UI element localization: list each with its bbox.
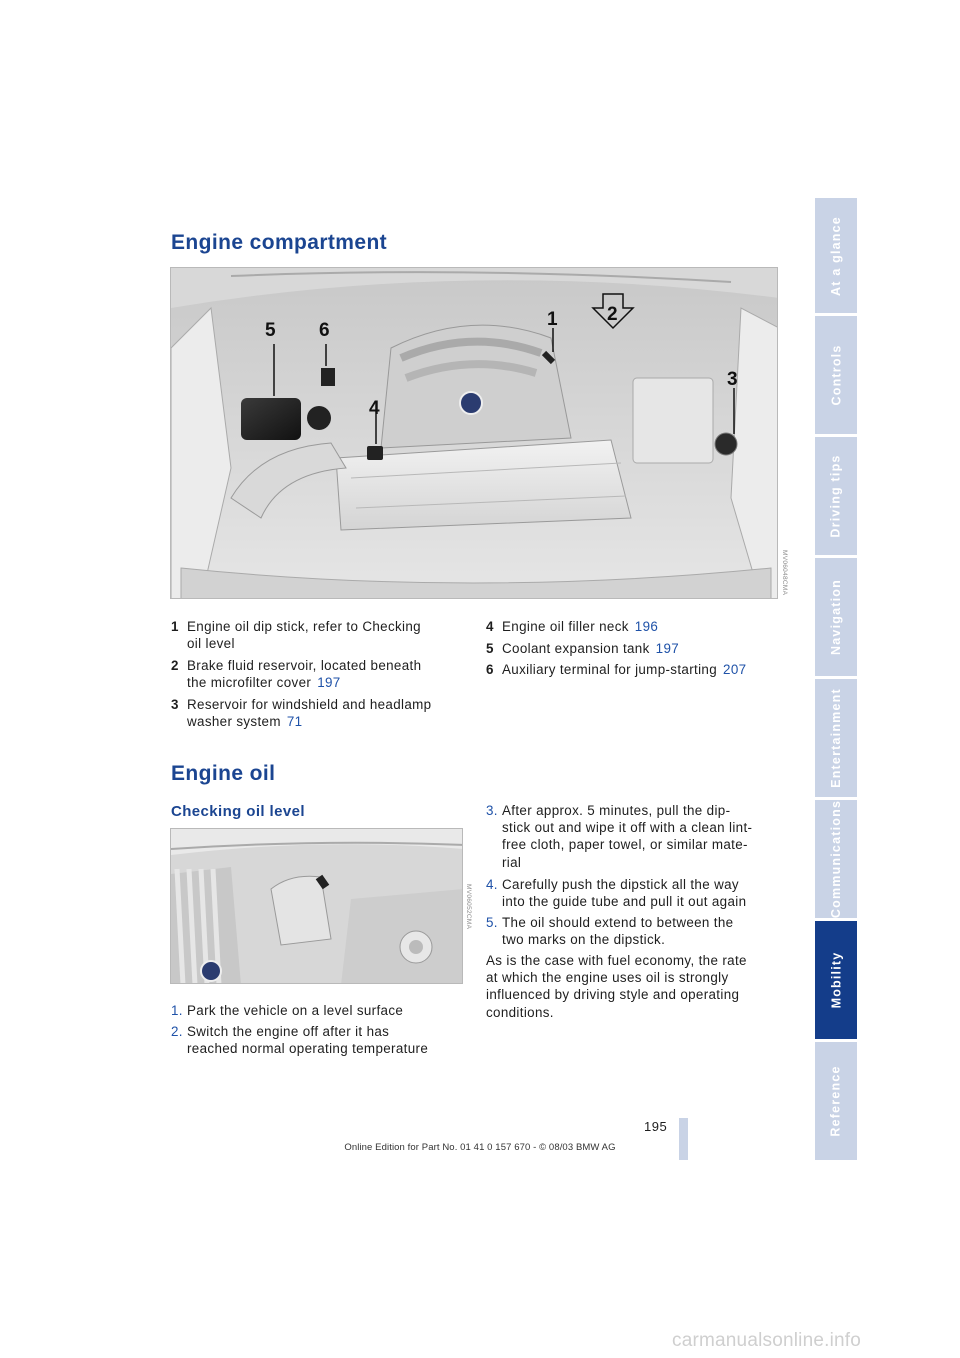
- page-ref-link[interactable]: 196: [634, 619, 659, 634]
- page-number: 195: [644, 1119, 668, 1134]
- step-3: 3. After approx. 5 minutes, pull the dip- stick out and wipe it off with a clean lint- free cloth, paper towel, or similar mate- rial: [486, 803, 753, 870]
- legend-item-2: 2 Brake fluid reservoir, located beneath the microfilter cover 197: [171, 658, 422, 691]
- page-ref-link[interactable]: 197: [655, 641, 680, 656]
- tab-reference[interactable]: Reference: [815, 1042, 857, 1160]
- section-title-engine-oil: Engine oil: [171, 762, 276, 785]
- page-ref-link[interactable]: 197: [317, 675, 341, 691]
- legend-item-3: 3 Reservoir for windshield and headlamp washer system 71: [171, 697, 432, 730]
- oil-consumption-paragraph: As is the case with fuel economy, the rate at which the engine uses oil is strongly influenced by driving style and operating conditions.: [486, 953, 747, 1020]
- tab-communications[interactable]: Communications: [815, 800, 857, 918]
- footer-edition-note: Online Edition for Part No. 01 41 0 157 670 - © 08/03 BMW AG: [344, 1142, 616, 1153]
- tab-entertainment[interactable]: Entertainment: [815, 679, 857, 797]
- callout-2: 2: [607, 304, 618, 325]
- tab-navigation[interactable]: Navigation: [815, 558, 857, 676]
- callout-6: 6: [319, 320, 330, 341]
- tab-at-a-glance[interactable]: At a glance: [815, 198, 857, 313]
- tab-driving-tips[interactable]: Driving tips: [815, 437, 857, 555]
- step-2: 2. Switch the engine off after it has reached normal operating temperature: [171, 1024, 429, 1057]
- legend-item-4: 4 Engine oil filler neck 196: [486, 619, 659, 634]
- site-watermark: carmanualsonline.info: [672, 1330, 862, 1351]
- section-title-engine-compartment: Engine compartment: [171, 231, 388, 254]
- callout-5: 5: [265, 320, 276, 341]
- callout-1: 1: [547, 309, 558, 330]
- page-ref-link[interactable]: 71: [286, 714, 303, 730]
- legend-item-5: 5 Coolant expansion tank 197: [486, 641, 680, 656]
- callout-3: 3: [727, 369, 738, 390]
- legend-item-6: 6 Auxiliary terminal for jump-starting 207: [486, 662, 747, 677]
- page-number-bar: [679, 1118, 688, 1160]
- step-4: 4. Carefully push the dipstick all the way into the guide tube and pull it out again: [486, 877, 747, 910]
- tab-mobility[interactable]: Mobility: [815, 921, 857, 1039]
- engine-compartment-figure: [170, 267, 778, 599]
- engine-compartment-illustration: [171, 268, 778, 599]
- oil-dipstick-figure: [170, 828, 463, 984]
- step-1: 1. Park the vehicle on a level surface: [171, 1003, 404, 1018]
- oil-dipstick-illustration: [171, 829, 463, 984]
- tab-controls[interactable]: Controls: [815, 316, 857, 434]
- legend-item-1: 1 Engine oil dip stick, refer to Checking oil level: [171, 619, 421, 652]
- chapter-tabs: [815, 198, 857, 1160]
- page-ref-link[interactable]: 207: [723, 662, 747, 677]
- subsection-title-checking-oil: Checking oil level: [171, 803, 305, 820]
- callout-4: 4: [369, 398, 380, 419]
- figure-code: MV06052CMA: [465, 884, 472, 930]
- figure-code: MV06048CMA: [781, 550, 788, 596]
- step-5: 5. The oil should extend to between the two marks on the dipstick.: [486, 915, 734, 948]
